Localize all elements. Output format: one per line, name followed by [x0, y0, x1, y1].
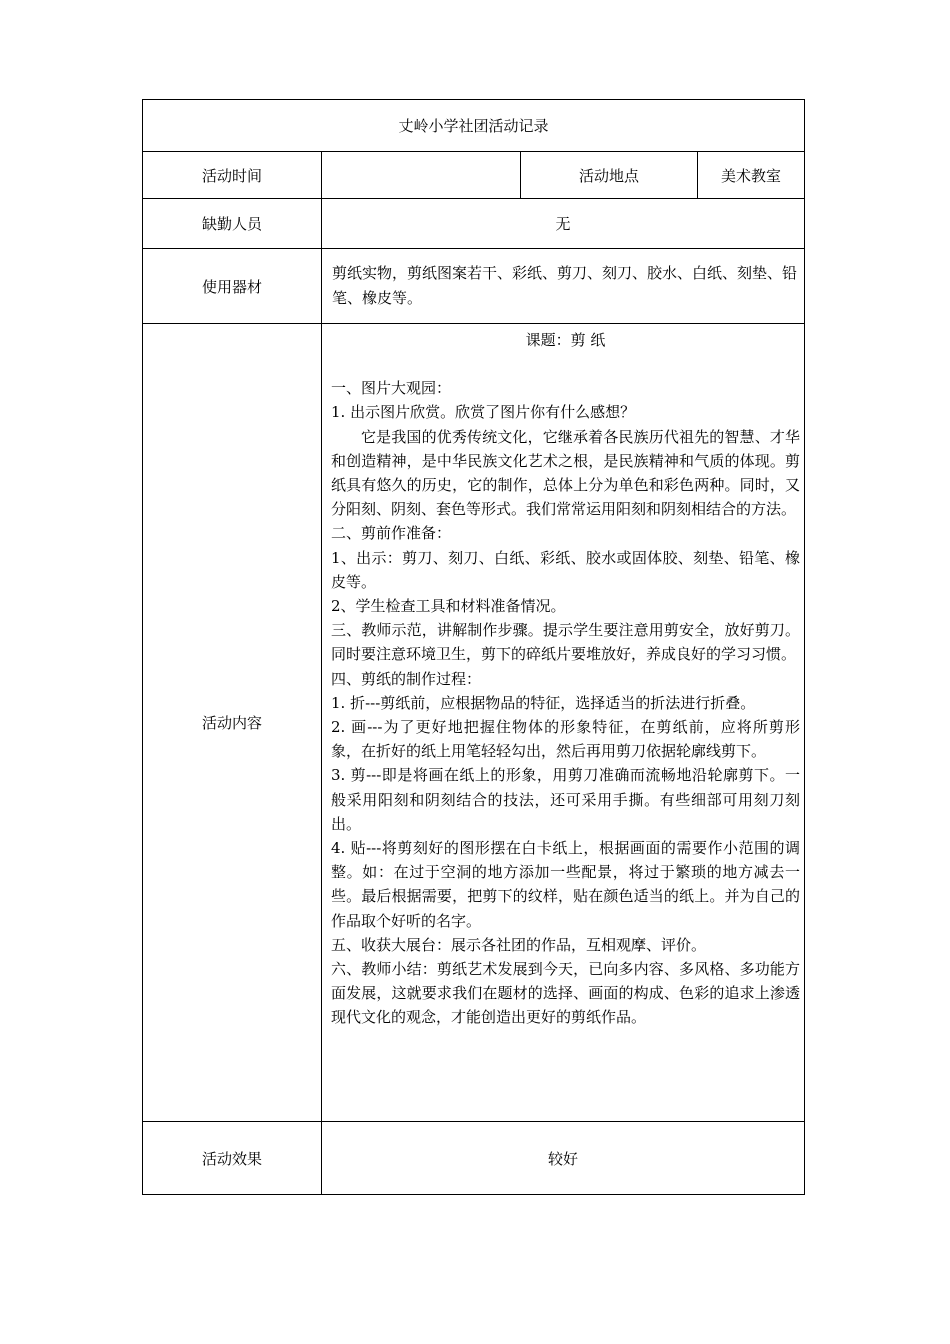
content-paragraph: 二、剪前作准备：: [331, 524, 452, 543]
content-label: 活动内容: [143, 324, 322, 1121]
equipment-row: [143, 249, 804, 324]
content-paragraph: 六、教师小结：剪纸艺术发展到今天，已向多内容、多风格、多功能方面发展，这就要求我们在题材的选择、画面的构成、色彩的追求上渗透现代文化的观念，才能创造出更好的剪纸作品。: [331, 960, 800, 1027]
content-paragraph: 1. 出示图片欣赏。欣赏了图片你有什么感想？: [331, 403, 636, 422]
time-value: [322, 152, 521, 198]
effect-value: 较好: [547, 1150, 578, 1168]
content-paragraph: 1. 折---剪纸前，应根据物品的特征，选择适当的折法进行折叠。: [331, 693, 756, 712]
equipment-value: 剪纸实物，剪纸图案若干、彩纸、剪刀、刻刀、胶水、白纸、刻垫、铅笔、橡皮等。: [332, 264, 798, 307]
content-paragraph: 4. 贴---将剪刻好的图形摆在白卡纸上，根据画面的需要作小范围的调整。如：在过于空洞的地方添加一些配景，将过于繁琐的地方减去一些。最后根据需要，把剪下的纹样，贴在颜色适当的纸上。并为自己的作品取个好听的名字。: [331, 839, 800, 930]
activity-record-table: [142, 99, 805, 1195]
content-body: [321, 324, 804, 1121]
equipment-label: 使用器材: [143, 249, 322, 323]
place-value: 美术教室: [720, 166, 781, 185]
content-paragraph: 它是我国的优秀传统文化，它继承着各民族历代祖先的智慧、才华和创造精神，是中华民族文化艺术之根，是民族精神和气质的体现。剪纸具有悠久的历史，它的制作，总体上分为单色和彩色两种。同时，又分阳刻、阴刻、套色等形式。我们常常运用阳刻和阴刻相结合的方法。: [331, 427, 800, 519]
content-paragraph: 2. 画---为了更好地把握住物体的形象特征，在剪纸前，应将所剪形象，在折好的纸上用笔轻轻勾出，然后再用剪刀依据轮廓线剪下。: [331, 718, 800, 761]
time-place-row: [143, 152, 804, 199]
content-paragraph: 三、教师示范，讲解制作步骤。提示学生要注意用剪安全，放好剪刀。同时要注意环境卫生，剪下的碎纸片要堆放好，养成良好的学习习惯。: [331, 621, 800, 664]
effect-label: 活动效果: [143, 1122, 322, 1195]
place-label: 活动地点: [521, 152, 698, 198]
content-paragraph: 3. 剪---即是将画在纸上的形象，用剪刀准确而流畅地沿轮廓剪下。一般采用阳刻和阴刻结合的技法，还可采用手撕。有些细部可用刻刀刻出。: [331, 766, 800, 833]
content-topic: 课题：剪 纸: [525, 331, 606, 349]
absent-value: 无: [555, 215, 571, 233]
content-paragraph: 2、学生检查工具和材料准备情况。: [331, 597, 566, 616]
content-paragraph: 一、图片大观园：: [331, 379, 452, 398]
page-title: 丈岭小学社团活动记录: [398, 117, 549, 135]
content-paragraph: 四、剪纸的制作过程：: [331, 669, 482, 688]
content-paragraph: 五、收获大展台：展示各社团的作品，互相观摩、评价。: [331, 935, 707, 954]
absent-row: [143, 199, 804, 249]
content-paragraph: 1、出示：剪刀、刻刀、白纸、彩纸、胶水或固体胶、刻垫、铅笔、橡皮等。: [331, 548, 800, 591]
absent-label: 缺勤人员: [143, 199, 322, 248]
content-row: [143, 324, 804, 1122]
title-row: [143, 100, 804, 152]
effect-row: [143, 1122, 804, 1195]
time-label: 活动时间: [143, 152, 322, 198]
